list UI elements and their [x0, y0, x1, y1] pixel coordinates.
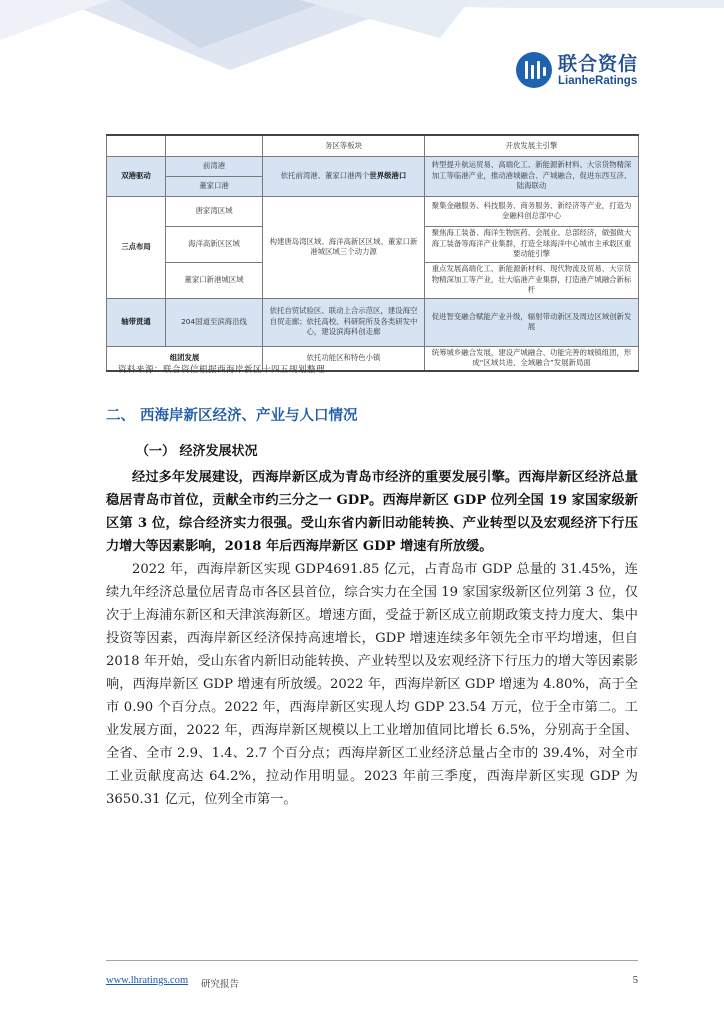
engine-cell: 转型提升航运贸易、高端化工、新能源新材料、大宗货物精深加工等临港产业，推动港城融合、产城融合，促进东西互济、陆海联动	[425, 156, 639, 196]
engine-cell: 聚集金融服务、科技服务、商务服务、新经济等产业，打造为金融科创总部中心	[425, 196, 639, 226]
layout-cell: 依托功能区和特色小镇	[263, 346, 425, 371]
footer-divider	[106, 960, 638, 961]
header-cell	[107, 135, 166, 156]
sub-area-cell: 前湾港	[166, 156, 263, 176]
sub-area-cell: 唐家湾区域	[166, 196, 263, 226]
layout-cell: 构建唐岛湾区域、海洋高新区区域、董家口新港城区域三个动力源	[263, 196, 425, 298]
engine-cell: 统筹城乡融合发展，建设产城融合、功能完善的城镇组团，形成“区域共进、全域融合”发展新局面	[425, 346, 639, 371]
layout-cell: 依托前湾港、董家口港两个世界级港口	[263, 156, 425, 196]
sub-area-cell: 海洋高新区区域	[166, 226, 263, 262]
header-cell	[166, 135, 263, 156]
sub-area-cell: 董家口新港城区域	[166, 262, 263, 298]
sub-area-cell: 204国道至滨海沿线	[166, 298, 263, 346]
subsection-heading: （一） 经济发展状况	[136, 444, 258, 459]
layout-cell: 依托自贸试验区、联动上合示范区，建设海空自贸走廊；依托高校、科研院所及各类研发中心，建设滨海科创走廊	[263, 298, 425, 346]
logo-name-cn: 联合资信	[558, 52, 639, 75]
table-row	[107, 196, 639, 226]
company-logo	[516, 52, 638, 88]
logo-name-en: LianheRatings	[558, 74, 638, 87]
page-number: 5	[632, 975, 638, 986]
row-group-label: 双港驱动	[107, 156, 166, 196]
summary-paragraph: 经过多年发展建设，西海岸新区成为青岛市经济的重要发展引擎。西海岸新区经济总量稳居青岛市首位，贡献全市约三分之一 GDP。西海岸新区 GDP 位列全国 19 家国家级新区第 3 位，综合经济实力很强。受山东省内新旧动能转换、产业转型以及宏观经济下行压力增大等因素影响，2018 年后西海岸新区 GDP 增速有所放缓。	[106, 470, 638, 554]
row-group-label: 三点布局	[107, 196, 166, 298]
sub-area-cell: 董家口港	[166, 176, 263, 196]
header-cell: 开放发展主引擎	[425, 135, 639, 156]
spatial-plan-table	[106, 134, 639, 372]
logo-mark-icon	[516, 52, 552, 88]
engine-cell: 聚焦海工装备、海洋生物医药、会展业、总部经济，做强做大海工装备等海洋产业集群，打造全球海洋中心城市主承载区重要动能引擎	[425, 226, 639, 262]
row-group-label: 组团发展	[107, 346, 263, 371]
table-row	[107, 298, 639, 346]
table-source-note: 资料来源：联合资信根据西海岸新区十四五规划整理	[118, 365, 326, 375]
header-cell: 务区等板块	[263, 135, 425, 156]
section-heading: 二、 西海岸新区经济、产业与人口情况	[106, 408, 358, 424]
table-header-row	[107, 135, 639, 156]
footer-doc-type: 研究报告	[201, 979, 240, 990]
footer-website-link[interactable]: www.lhratings.com	[106, 975, 189, 986]
table-row	[107, 156, 639, 176]
body-paragraph: 2022 年，西海岸新区实现 GDP4691.85 亿元，占青岛市 GDP 总量的 31.45%，连续九年经济总量位居青岛市各区县首位，综合实力在全国 19 家国家级新区位列第 3 位，仅次于上海浦东新区和天津滨海新区。增速方面，受益于新区成立前期政策支持力度大、集中投资等因素，西海岸新区经济保持高速增长，GDP 增速连续多年领先全市平均增速，但自 2018 年开始，受山东省内新旧动能转换、产业转型以及宏观经济下行压力的增大等因素影响，西海岸新区 GDP 增速有所放缓。2022 年，西海岸新区 GDP 增速为 4.80%，高于全市 0.90 个百分点。2022 年，西海岸新区实现人均 GDP 23.54 万元，位于全市第二。工业发展方面，2022 年，西海岸新区规模以上工业增加值同比增长 6.5%，分别高于全国、全省、全市 2.9、1.4、2.7 个百分点；西海岸新区工业经济总量占全市的 39.4%，对全市工业贡献度高达 64.2%，拉动作用明显。2023 年前三季度，西海岸新区实现 GDP 为 3650.31 亿元，位列全市第一。	[106, 562, 638, 807]
engine-cell: 重点发展高端化工、新能源新材料、现代物流及贸易、大宗货物精深加工等产业，壮大临港产业集群，打造港产城融合新标杆	[425, 262, 639, 298]
row-group-label: 轴带贯通	[107, 298, 166, 346]
engine-cell: 促进智变融合赋能产业升级，辐射带动新区及周边区域创新发展	[425, 298, 639, 346]
